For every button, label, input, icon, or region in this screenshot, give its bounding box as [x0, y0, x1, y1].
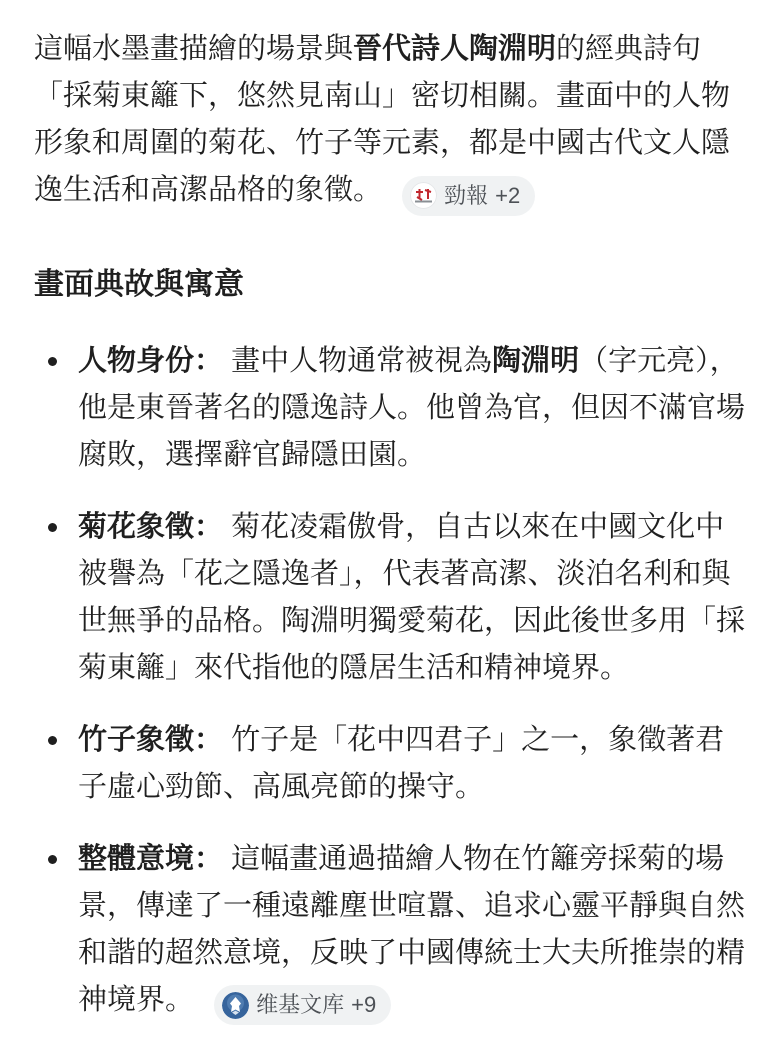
bullet-text: 整體意境： 這幅畫通過描繪人物在竹籬旁採菊的場景，傳達了一種遠離塵世喧囂、追求心靈平靜與自然和諧的超然意境，反映了中國傳統士大夫所推崇的精神境界。	[78, 842, 746, 1016]
citation-source: 维基文库	[256, 992, 345, 1017]
bullet-dot	[48, 736, 57, 745]
citation-source: 勁報	[444, 182, 489, 208]
bullet-dot	[48, 855, 57, 864]
citation-count: +2	[495, 182, 521, 208]
wikisource-logo-icon	[222, 992, 249, 1019]
list-item-chrysanthemum-symbolism	[34, 504, 746, 692]
list-item-figure-identity	[34, 338, 746, 479]
citation-count: +9	[351, 992, 377, 1017]
list-item-bamboo-symbolism	[34, 717, 746, 811]
bullet-text: 竹子象徵： 竹子是「花中四君子」之一，象徵著君子虛心勁節、高風亮節的操守。	[78, 723, 725, 803]
intro-text: 這幅水墨畫描繪的場景與晉代詩人陶淵明的經典詩句「採菊東籬下，悠然見南山」密切相關。畫面中的人物形象和周圍的菊花、竹子等元素，都是中國古代文人隱逸生活和高潔品格的象徵。	[34, 33, 731, 206]
bullet-list	[34, 338, 746, 1026]
jingbao-logo-icon	[410, 182, 437, 209]
bullet-text: 人物身份： 畫中人物通常被視為陶淵明（字元亮），他是東晉著名的隱逸詩人。他曾為官，但因不滿官場腐敗，選擇辭官歸隱田園。	[78, 344, 746, 471]
section-heading: 畫面典故與寓意	[34, 267, 244, 301]
intro-paragraph	[34, 26, 746, 216]
bullet-text: 菊花象徵： 菊花凌霜傲骨，自古以來在中國文化中被譽為「花之隱逸者」，代表著高潔、淡泊名利和與世無爭的品格。陶淵明獨愛菊花，因此後世多用「採菊東籬」來代指他的隱居生活和精神境界。	[78, 510, 746, 684]
citation-badge-wikisource[interactable]	[214, 985, 391, 1025]
citation-badge-jingbao[interactable]	[402, 176, 535, 216]
bullet-dot	[48, 357, 57, 366]
list-item-overall-mood	[34, 836, 746, 1026]
bullet-dot	[48, 523, 57, 532]
